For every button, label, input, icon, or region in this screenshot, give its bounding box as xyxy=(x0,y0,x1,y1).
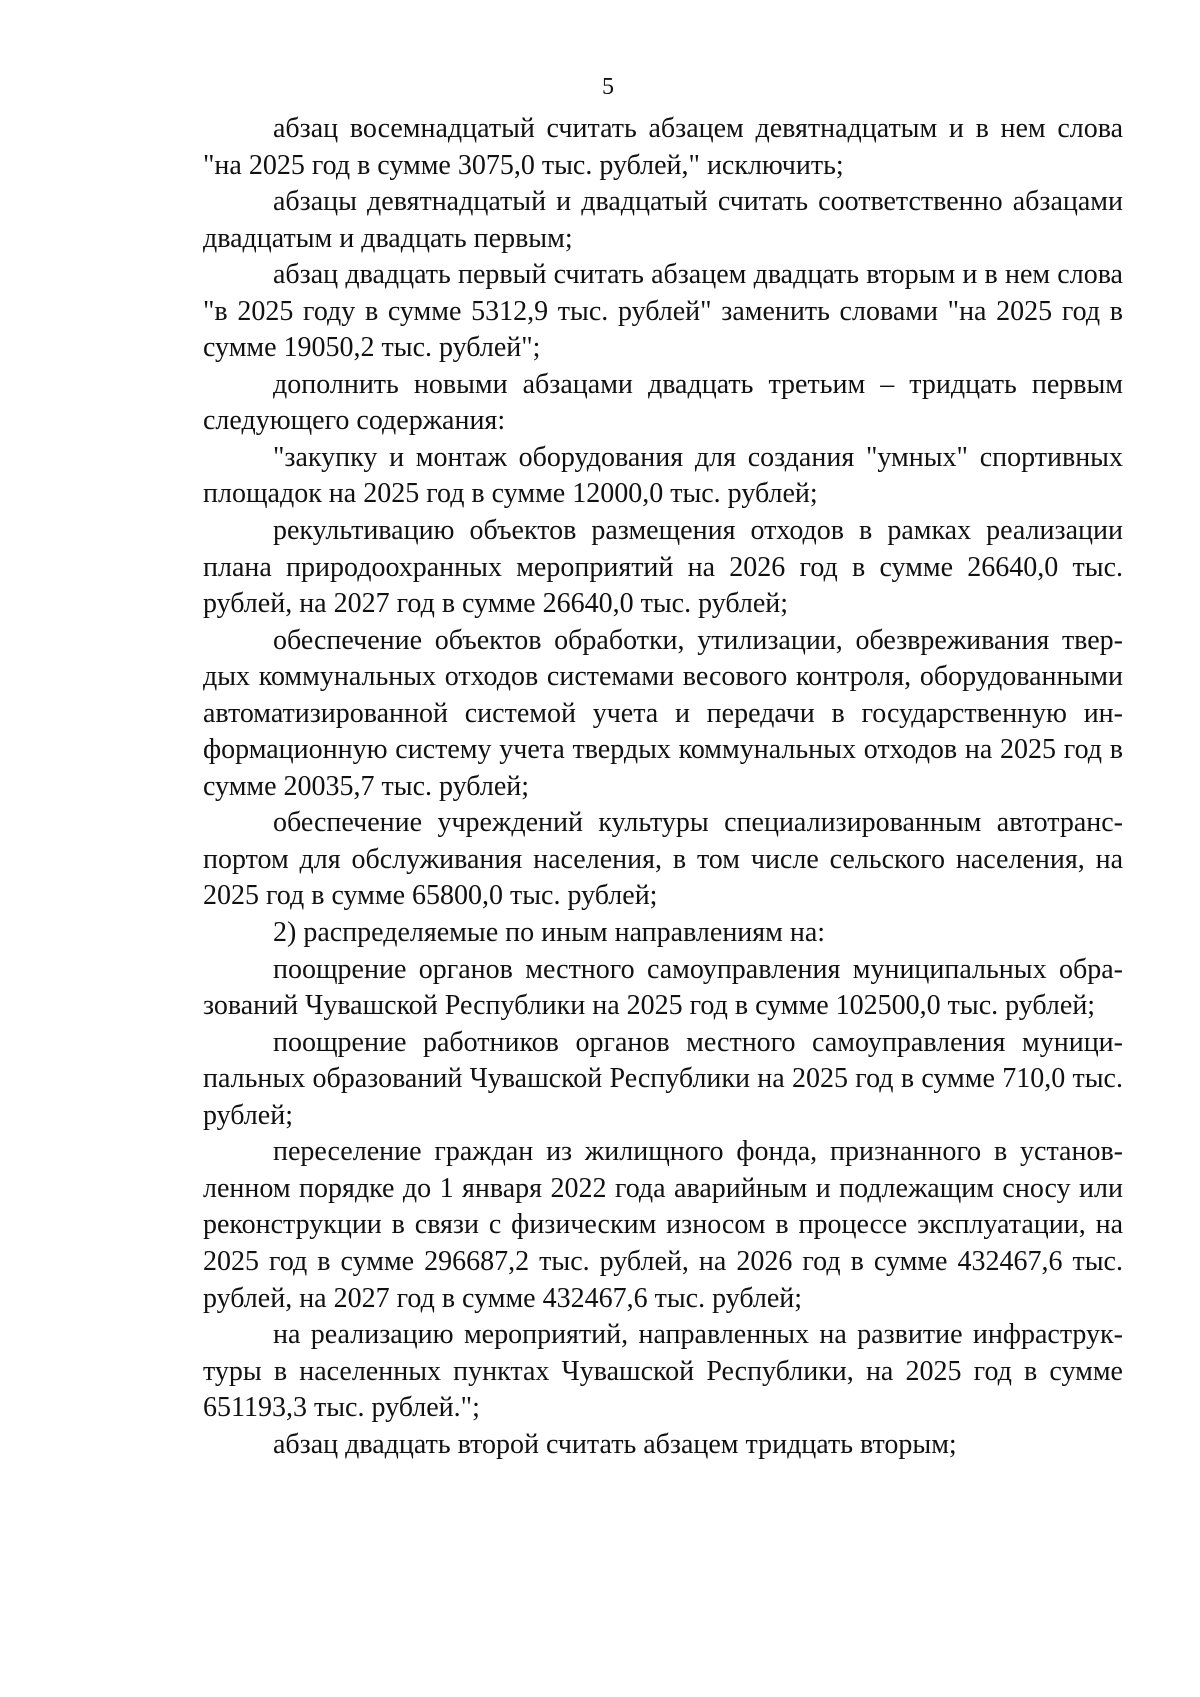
paragraph: абзац восемнадцатый считать абзацем девятнадцатым и в нем слова "на 2025 год в сумме 3075,0 тыс. рублей," исключить; xyxy=(203,113,1123,181)
paragraph: поощрение органов местного самоуправления муниципальных образований Чувашской Республики на 2025 год в сумме 102500,0 тыс. рублей; xyxy=(203,953,1123,1022)
paragraph: обеспечение объектов обработки, утилизации, обезвреживания твердых коммунальных отходов системами весового контроля, оборудованными автоматизированной системой учета и передачи в государственную информационную систему учета твердых коммунальных отходов на 2025 год в сумме 20035,7 тыс. рублей; xyxy=(203,624,1123,802)
paragraph: поощрение работников органов местного самоуправления муниципальных образований Чувашской Республики на 2025 год в сумме 710,0 тыс. рублей; xyxy=(203,1026,1123,1131)
paragraph: обеспечение учреждений культуры специализированным автотранспортом для обслуживания населения, в том числе сельского населения, на 2025 год в сумме 65800,0 тыс. рублей; xyxy=(203,807,1123,912)
paragraph: на реализацию мероприятий, направленных на развитие инфраструктуры в населенных пунктах Чувашской Республики, на 2025 год в сумме 651193,3 тыс. рублей."; xyxy=(203,1319,1123,1424)
paragraph: переселение граждан из жилищного фонда, признанного в установленном порядке до 1 января 2022 года аварийным и подлежащим сносу или реконструкции в связи с физическим износом в процессе эксплуатации, на 2025 год в сумме 296687,2 тыс. рублей, на 2026 год в сумме 432467,6 тыс. рублей, на 2027 год в сумме 432467,6 тыс. рублей; xyxy=(203,1136,1123,1314)
paragraph: "закупку и монтаж оборудования для создания "умных" спортивных площадок на 2025 год в сумме 12000,0 тыс. рублей; xyxy=(203,441,1123,510)
paragraph: абзацы девятнадцатый и двадцатый считать соответственно абзацами двадцатым и двадцать первым; xyxy=(203,186,1123,254)
paragraph: 2) распределяемые по иным направлениям на: xyxy=(273,917,826,949)
page-number: 5 xyxy=(602,74,614,100)
paragraph: абзац двадцать второй считать абзацем тридцать вторым; xyxy=(273,1428,957,1460)
paragraph: абзац двадцать первый считать абзацем двадцать вторым и в нем слова "в 2025 году в сумме 5312,9 тыс. рублей" заменить словами "на 2025 год в сумме 19050,2 тыс. рублей"; xyxy=(203,259,1123,364)
paragraph: рекультивацию объектов размещения отходов в рамках реализации плана природоохранных мероприятий на 2026 год в сумме 26640,0 тыс. рублей, на 2027 год в сумме 26640,0 тыс. рублей; xyxy=(203,515,1123,620)
document-body xyxy=(203,111,1123,1463)
paragraph: дополнить новыми абзацами двадцать третьим – тридцать первым следующего содержания: xyxy=(203,368,1123,437)
